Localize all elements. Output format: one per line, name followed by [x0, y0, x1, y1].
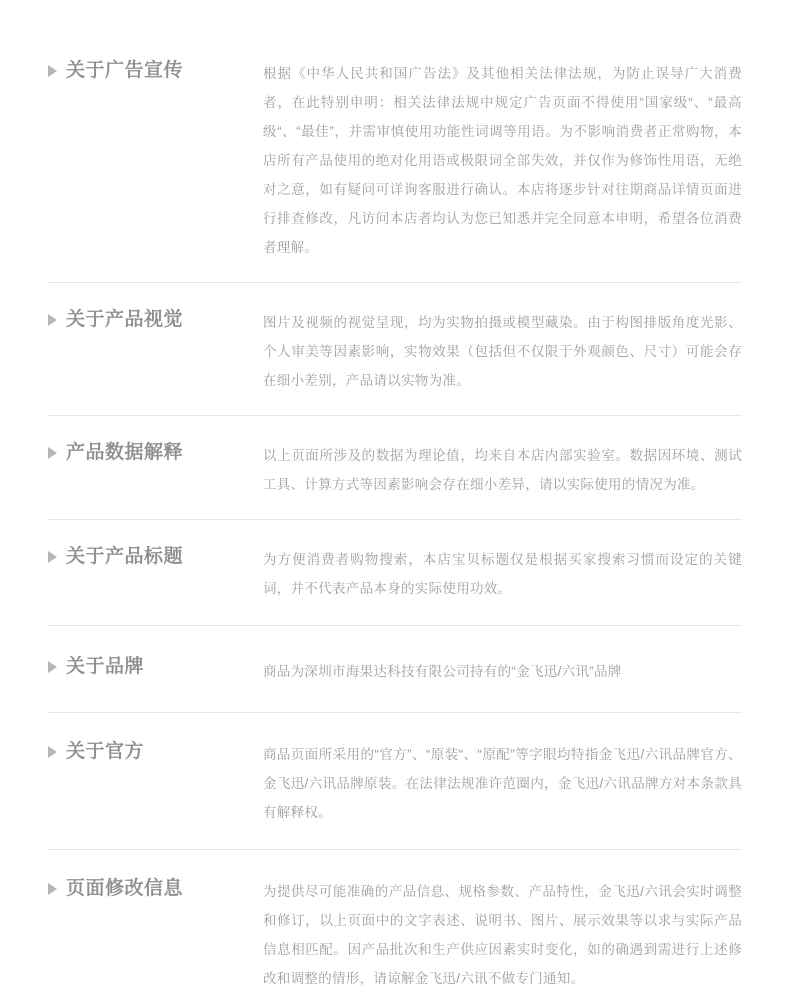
section-body: 图片及视频的视觉呈现，均为实物拍摄或模型藏染。由于构图排版角度光影、个人审美等因素影响，实物效果（包括但不仅限于外观颜色、尺寸）可能会存在细小差别，产品请以实物为准。	[263, 315, 742, 388]
section-body: 根据《中华人民共和国广告法》及其他相关法律法规，为防止误导广大消费者，在此特别申明：相关法律法规中规定广告页面不得使用“国家级“、“最高级“、“最佳”，并需审慎使用功能性词调等用语。为不影响消费者正常购物，本店所有产品使用的绝对化用语或极限词全部失效，并仅作为修饰性用语，无绝对之意，如有疑问可详询客服进行确认。本店将逐步针对往期商品详情页面进行排查修改，凡访问本店者均认为您已知悉并完全同意本申明，希望各位消费者理解。	[263, 66, 742, 255]
section-header	[48, 438, 263, 466]
section-header	[48, 56, 263, 84]
triangle-right-icon	[48, 65, 57, 77]
section-title: 关于产品视觉	[66, 309, 184, 330]
section-body: 商品页面所采用的“官方”、“原装“、“原配”等字眼均特指金飞迅/六讯品牌官方、金飞迅/六讯品牌原装。在法律法规准许范圈内，金飞迅/六讯品牌方对本条款具有解释权。	[263, 747, 742, 820]
disclaimer-section	[48, 520, 742, 626]
section-header	[48, 305, 263, 333]
triangle-right-icon	[48, 746, 57, 758]
triangle-right-icon	[48, 314, 57, 326]
section-title: 关于品牌	[66, 656, 145, 677]
disclaimer-section	[48, 30, 742, 283]
disclaimer-section	[48, 626, 742, 713]
disclaimer-section	[48, 283, 742, 416]
section-body: 为方便消费者购物搜索，本店宝贝标题仅是根据买家搜索习惯而设定的关键词，并不代表产品本身的实际使用功效。	[263, 552, 742, 596]
triangle-right-icon	[48, 447, 57, 459]
section-body: 以上页面所涉及的数据为理论值，均来自本店内部实验室。数据因环境、测试工具、计算方式等因素影响会存在细小差异，请以实际使用的情况为准。	[263, 448, 742, 492]
section-title: 产品数据解释	[66, 442, 184, 463]
triangle-right-icon	[48, 661, 57, 673]
section-header	[48, 737, 263, 765]
section-title: 关于产品标题	[66, 546, 184, 567]
disclaimer-section	[48, 416, 742, 520]
disclaimer-section	[48, 850, 742, 1003]
section-header	[48, 874, 263, 902]
section-header	[48, 542, 263, 570]
section-body: 商品为深圳市海果达科技有限公司持有的“金飞迅/六讯”品牌	[263, 664, 622, 679]
section-title: 关于广告宣传	[66, 60, 184, 81]
section-title: 关于官方	[66, 741, 145, 762]
disclaimer-section	[48, 713, 742, 850]
triangle-right-icon	[48, 551, 57, 563]
section-header	[48, 652, 263, 680]
section-title: 页面修改信息	[66, 878, 184, 899]
triangle-right-icon	[48, 883, 57, 895]
section-body: 为提供尽可能准确的产品信息、规格参数、产品特性，金飞迅/六讯会实时调整和修订，以上页面中的文字表述、说明书、图片、展示效果等以求与实际产品信息相匹配。因产品批次和生产供应因素实时变化，如的确遇到需进行上述修改和调整的情形，请谅解金飞迅/六讯不做专门通知。	[263, 884, 742, 986]
